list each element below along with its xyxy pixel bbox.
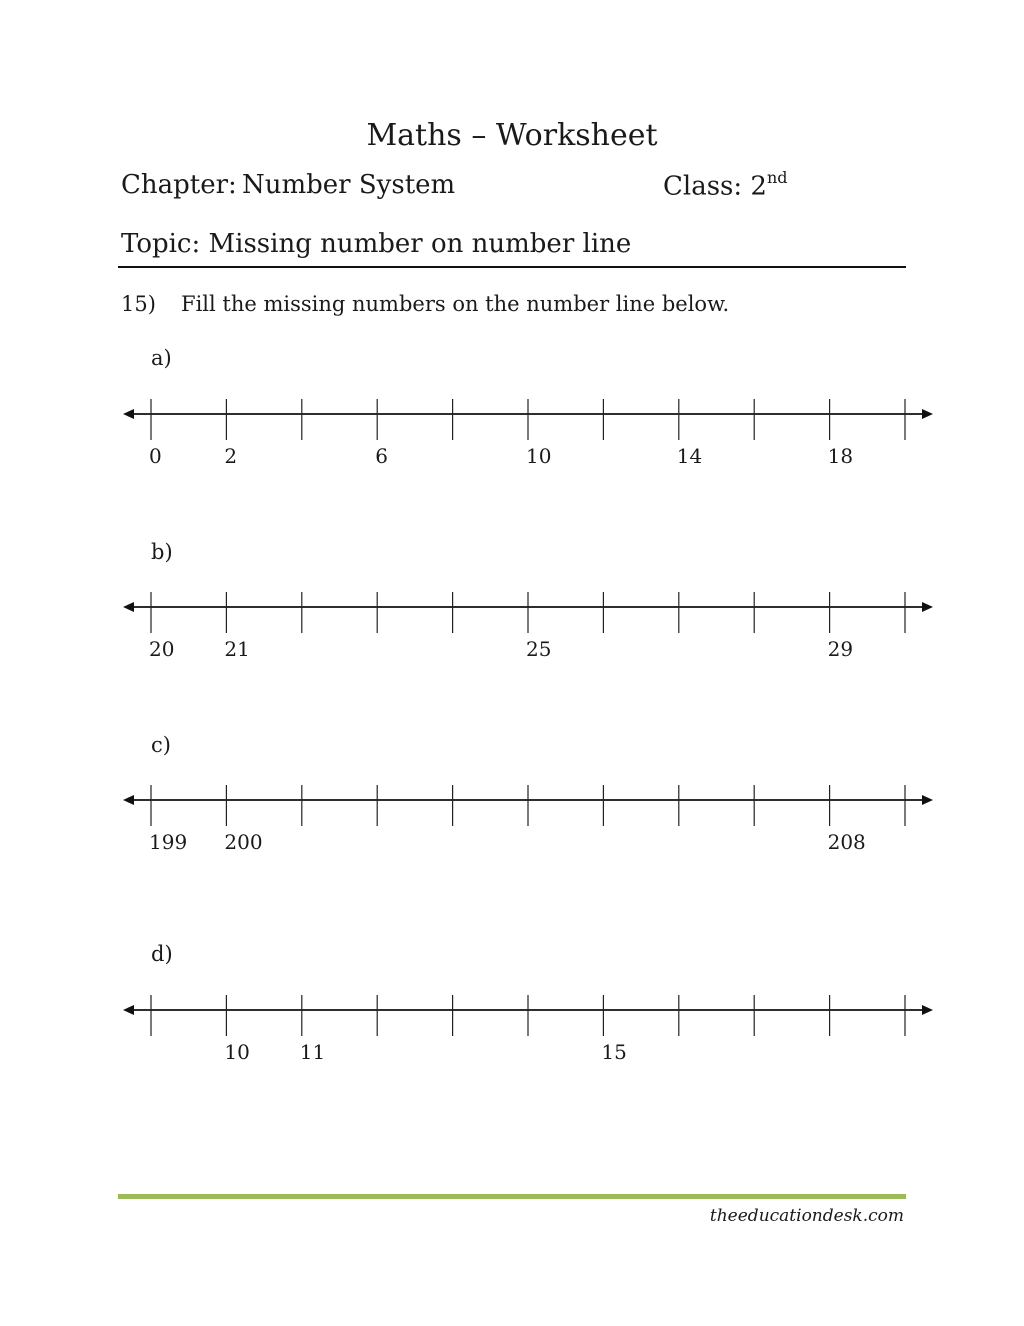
part-label-a: a): [151, 346, 172, 370]
part-label-c: c): [151, 733, 171, 757]
number-line-b: [0, 589, 1024, 669]
tick-label: 2: [224, 444, 238, 468]
tick-label: 199: [149, 830, 188, 854]
chapter-value: Number System: [242, 170, 456, 200]
tick-label: 15: [601, 1040, 627, 1064]
arrow-right-icon: [922, 795, 933, 805]
chapter-label: Chapter:: [121, 170, 237, 200]
number-line-svg: [0, 589, 1024, 639]
tick-label: 10: [224, 1040, 250, 1064]
tick-label: 208: [827, 830, 866, 854]
part-label-d: d): [151, 942, 173, 966]
worksheet-title: Maths – Worksheet: [366, 118, 658, 153]
number-line-c: [0, 782, 1024, 862]
arrow-right-icon: [922, 409, 933, 419]
arrow-right-icon: [922, 1005, 933, 1015]
question-number: 15): [121, 292, 156, 316]
number-line-d: [0, 992, 1024, 1072]
arrow-left-icon: [123, 409, 134, 419]
tick-label: 20: [149, 637, 175, 661]
tick-label: 200: [224, 830, 263, 854]
number-line-svg: [0, 992, 1024, 1042]
arrow-left-icon: [123, 1005, 134, 1015]
tick-label: 29: [827, 637, 854, 661]
tick-label: 11: [299, 1040, 326, 1064]
footer-site-name: theeducationdesk.com: [709, 1206, 904, 1226]
class-value: Class: 2: [663, 171, 767, 202]
arrow-left-icon: [123, 602, 134, 612]
topic-heading: Topic: Missing number on number line: [121, 229, 632, 259]
arrow-right-icon: [922, 602, 933, 612]
question-text: Fill the missing numbers on the number line below.: [181, 292, 730, 316]
tick-label: 0: [149, 444, 162, 468]
number-line-a: [0, 396, 1024, 476]
tick-label: 18: [827, 444, 854, 468]
number-line-svg: [0, 782, 1024, 832]
number-line-svg: [0, 396, 1024, 446]
class-ordinal-suffix: nd: [766, 168, 788, 187]
tick-label: 21: [224, 637, 250, 661]
topic-underline: [118, 266, 906, 268]
tick-label: 14: [676, 444, 703, 468]
tick-label: 10: [526, 444, 552, 468]
tick-label: 6: [375, 444, 388, 468]
tick-label: 25: [526, 637, 552, 661]
class-field: [663, 170, 788, 202]
footer-rule: [118, 1194, 906, 1199]
arrow-left-icon: [123, 795, 134, 805]
part-label-b: b): [151, 540, 173, 564]
